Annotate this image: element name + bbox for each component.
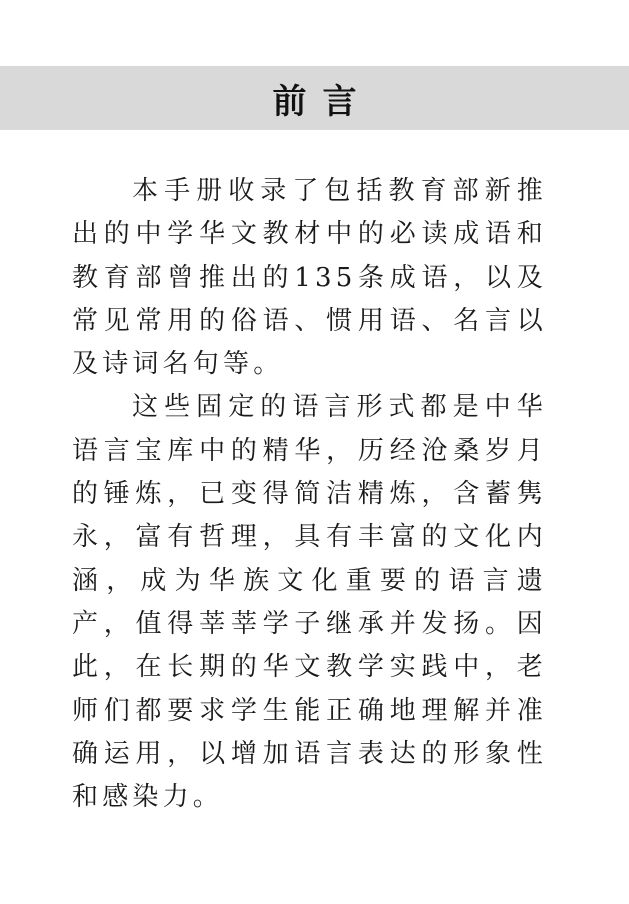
title-band	[0, 66, 629, 130]
page-title: 前言	[272, 81, 373, 122]
preface-body	[72, 170, 547, 819]
paragraph-1: 本手册收录了包括教育部新推出的中学华文教材中的必读成语和教育部曾推出的135条成语，以及常见常用的俗语、惯用语、名言以及诗词名句等。	[72, 176, 547, 380]
paragraph-2: 这些固定的语言形式都是中华语言宝库中的精华，历经沧桑岁月的锤炼，已变得简洁精炼，含蓄隽永，富有哲理，具有丰富的文化内涵，成为华族文化重要的语言遗产，值得莘莘学子继承并发扬。因此，在长期的华文教学实践中，老师们都要求学生能正确地理解并准确运用，以增加语言表达的形象性和感染力。	[72, 392, 547, 813]
